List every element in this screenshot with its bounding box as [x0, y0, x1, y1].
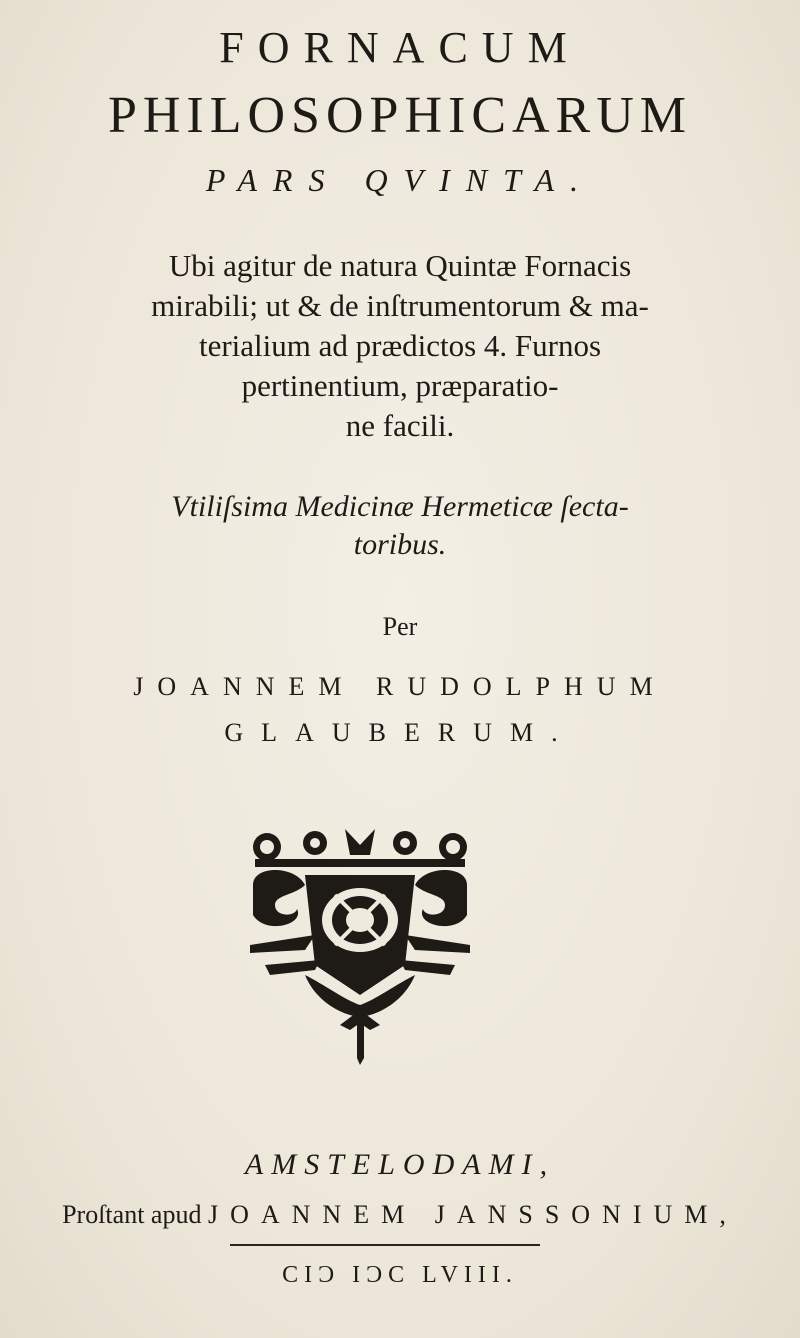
subtitle-line-5: ne facili. [345, 408, 455, 443]
printers-ornament-icon [245, 825, 475, 1065]
subtitle-line-1: Ubi agitur de natura Quintæ Fornacis [168, 248, 632, 283]
sold-prefix: Proſtant apud [62, 1200, 202, 1229]
dedication-line-2: toribus. [353, 528, 447, 561]
title-line-3: PARS QVINTA. [205, 162, 595, 198]
title-line-2: PHILOSOPHICARUM [107, 87, 693, 144]
subtitle-line-3: terialium ad prædictos 4. Furnos [198, 328, 602, 363]
author-name: JOANNEM RUDOLPHUM [133, 672, 667, 701]
divider-rule [230, 1244, 540, 1246]
imprint-place: AMSTELODAMI, [244, 1148, 556, 1181]
dedication-line-1: Vtiliſsima Medicinæ Hermeticæ ſecta- [171, 490, 629, 523]
by-label: Per [382, 612, 418, 641]
imprint-date: CIƆ IƆC LVIII. [282, 1262, 518, 1288]
publisher-name: JOANNEM JANSSONIUM, [207, 1200, 738, 1229]
author-surname: GLAUBERUM. [224, 718, 576, 747]
subtitle-line-2: mirabili; ut & de inſtrumentorum & ma- [151, 288, 649, 323]
title-line-1: FORNACUM [219, 23, 581, 72]
subtitle-line-4: pertinentium, præparatio- [241, 368, 559, 403]
imprint-line [0, 1200, 800, 1230]
